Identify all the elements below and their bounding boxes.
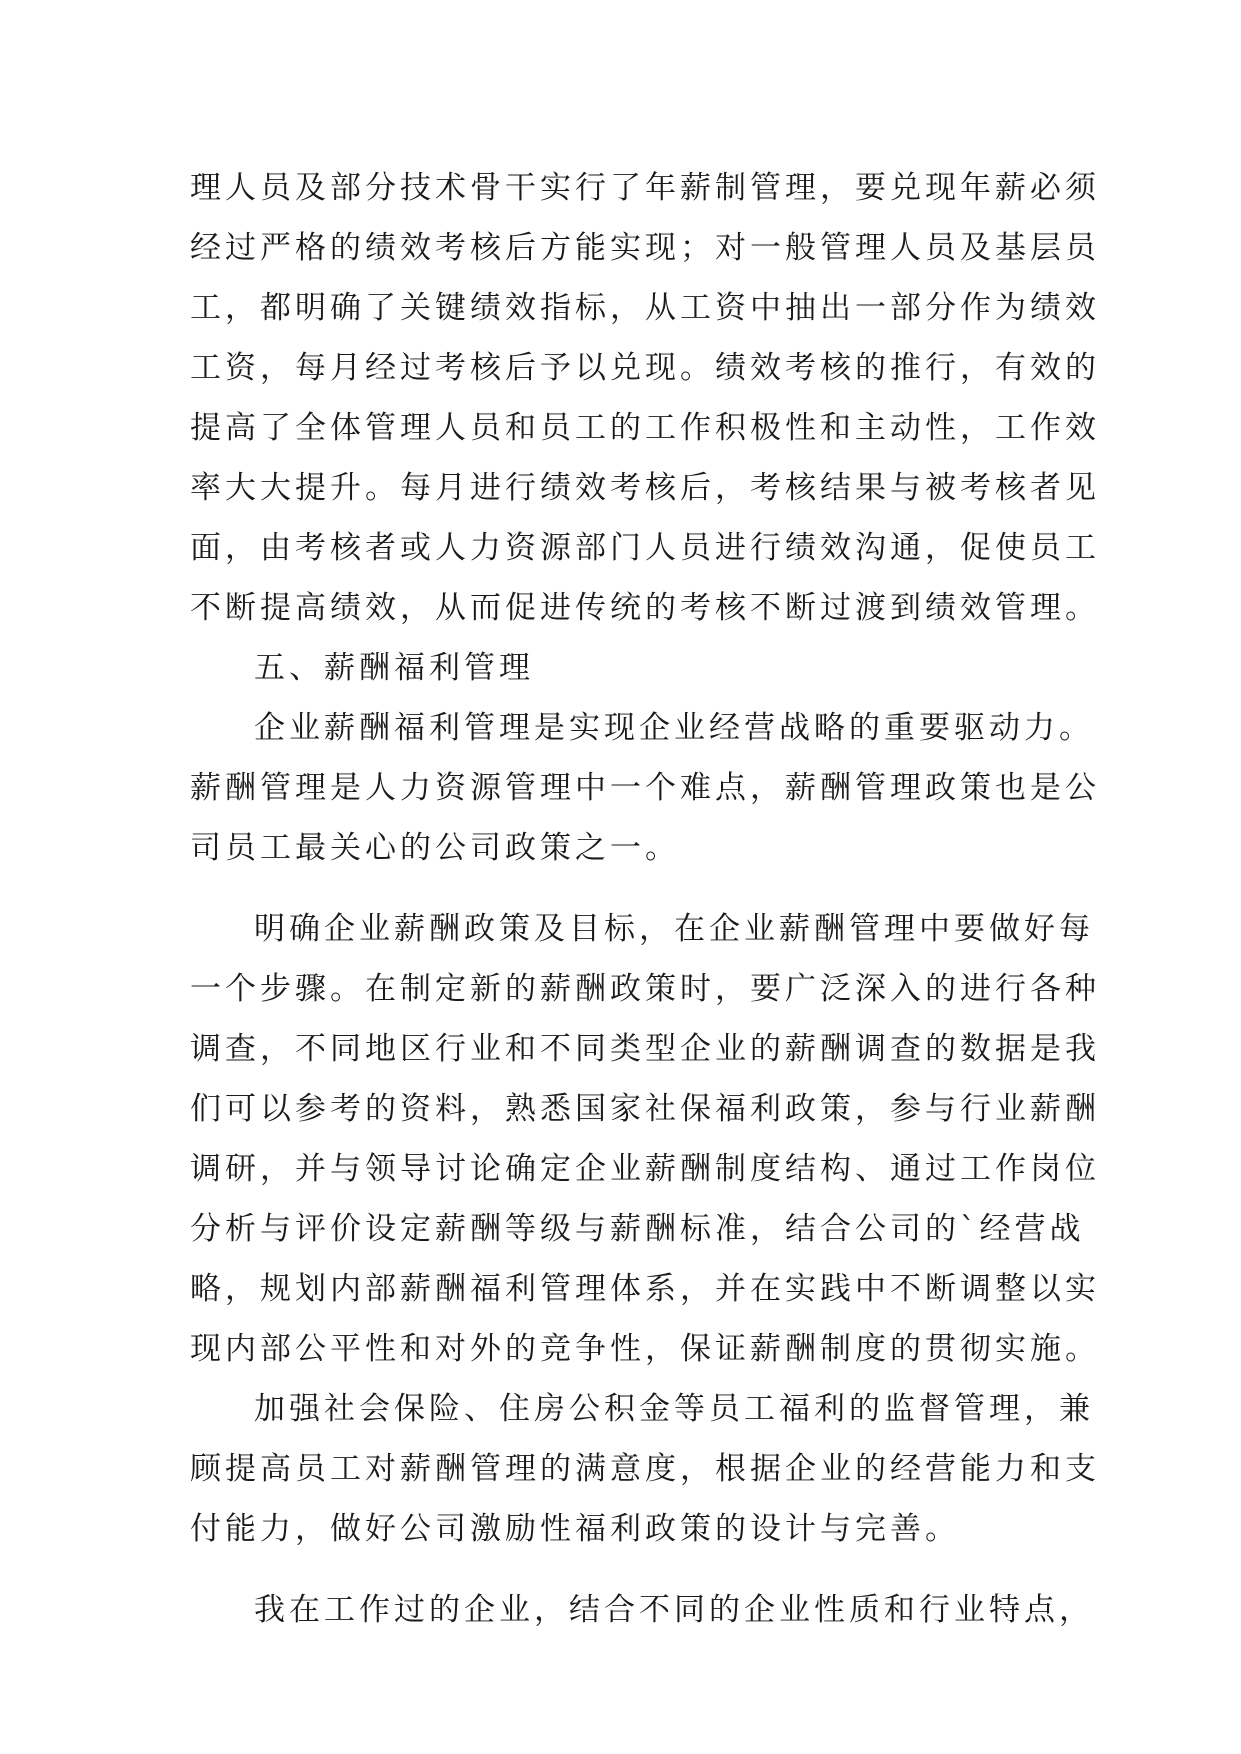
text-line: 加强社会保险、住房公积金等员工福利的监督管理，兼 — [254, 1391, 1094, 1427]
text-line: 企业薪酬福利管理是实现企业经营战略的重要驱动力。 — [254, 710, 1094, 746]
text-line: 付能力，做好公司激励性福利政策的设计与完善。 — [190, 1511, 960, 1547]
text-line: 薪酬管理是人力资源管理中一个难点，薪酬管理政策也是公 — [190, 770, 1100, 806]
paragraph-gap — [190, 1559, 1070, 1580]
paragraph-compensation-intro — [190, 698, 1100, 878]
text-line: 工，都明确了关键绩效指标，从工资中抽出一部分作为绩效 — [190, 290, 1100, 326]
paragraph-gap — [190, 878, 1070, 899]
paragraph-work-experience — [190, 1580, 1094, 1640]
text-line: 提高了全体管理人员和员工的工作积极性和主动性，工作效 — [190, 410, 1100, 446]
section-heading: 五、薪酬福利管理 — [254, 650, 534, 686]
text-line: 我在工作过的企业，结合不同的企业性质和行业特点， — [254, 1592, 1094, 1628]
paragraph-performance-management — [190, 158, 1100, 638]
paragraph-compensation-policy — [190, 899, 1100, 1379]
text-line: 调研，并与领导讨论确定企业薪酬制度结构、通过工作岗位 — [190, 1151, 1100, 1187]
text-line: 调查，不同地区行业和不同类型企业的薪酬调查的数据是我 — [190, 1031, 1100, 1067]
text-line: 分析与评价设定薪酬等级与薪酬标准，结合公司的`经营战 — [190, 1211, 1085, 1247]
paragraph-welfare-supervision — [190, 1379, 1100, 1559]
text-line: 经过严格的绩效考核后方能实现；对一般管理人员及基层员 — [190, 230, 1100, 266]
text-line: 一个步骤。在制定新的薪酬政策时，要广泛深入的进行各种 — [190, 971, 1100, 1007]
text-line: 现内部公平性和对外的竞争性，保证薪酬制度的贯彻实施。 — [190, 1331, 1100, 1367]
text-line: 们可以参考的资料，熟悉国家社保福利政策，参与行业薪酬 — [190, 1091, 1100, 1127]
text-line: 略，规划内部薪酬福利管理体系，并在实践中不断调整以实 — [190, 1271, 1100, 1307]
text-line: 理人员及部分技术骨干实行了年薪制管理，要兑现年薪必须 — [190, 170, 1100, 206]
text-line: 顾提高员工对薪酬管理的满意度，根据企业的经营能力和支 — [190, 1451, 1100, 1487]
text-line: 面，由考核者或人力资源部门人员进行绩效沟通，促使员工 — [190, 530, 1100, 566]
text-line: 工资，每月经过考核后予以兑现。绩效考核的推行，有效的 — [190, 350, 1100, 386]
text-line: 司员工最关心的公司政策之一。 — [190, 830, 680, 866]
text-line: 率大大提升。每月进行绩效考核后，考核结果与被考核者见 — [190, 470, 1100, 506]
text-line: 明确企业薪酬政策及目标，在企业薪酬管理中要做好每 — [254, 911, 1094, 947]
text-line: 不断提高绩效，从而促进传统的考核不断过渡到绩效管理。 — [190, 590, 1100, 626]
document-body — [190, 158, 1100, 1640]
